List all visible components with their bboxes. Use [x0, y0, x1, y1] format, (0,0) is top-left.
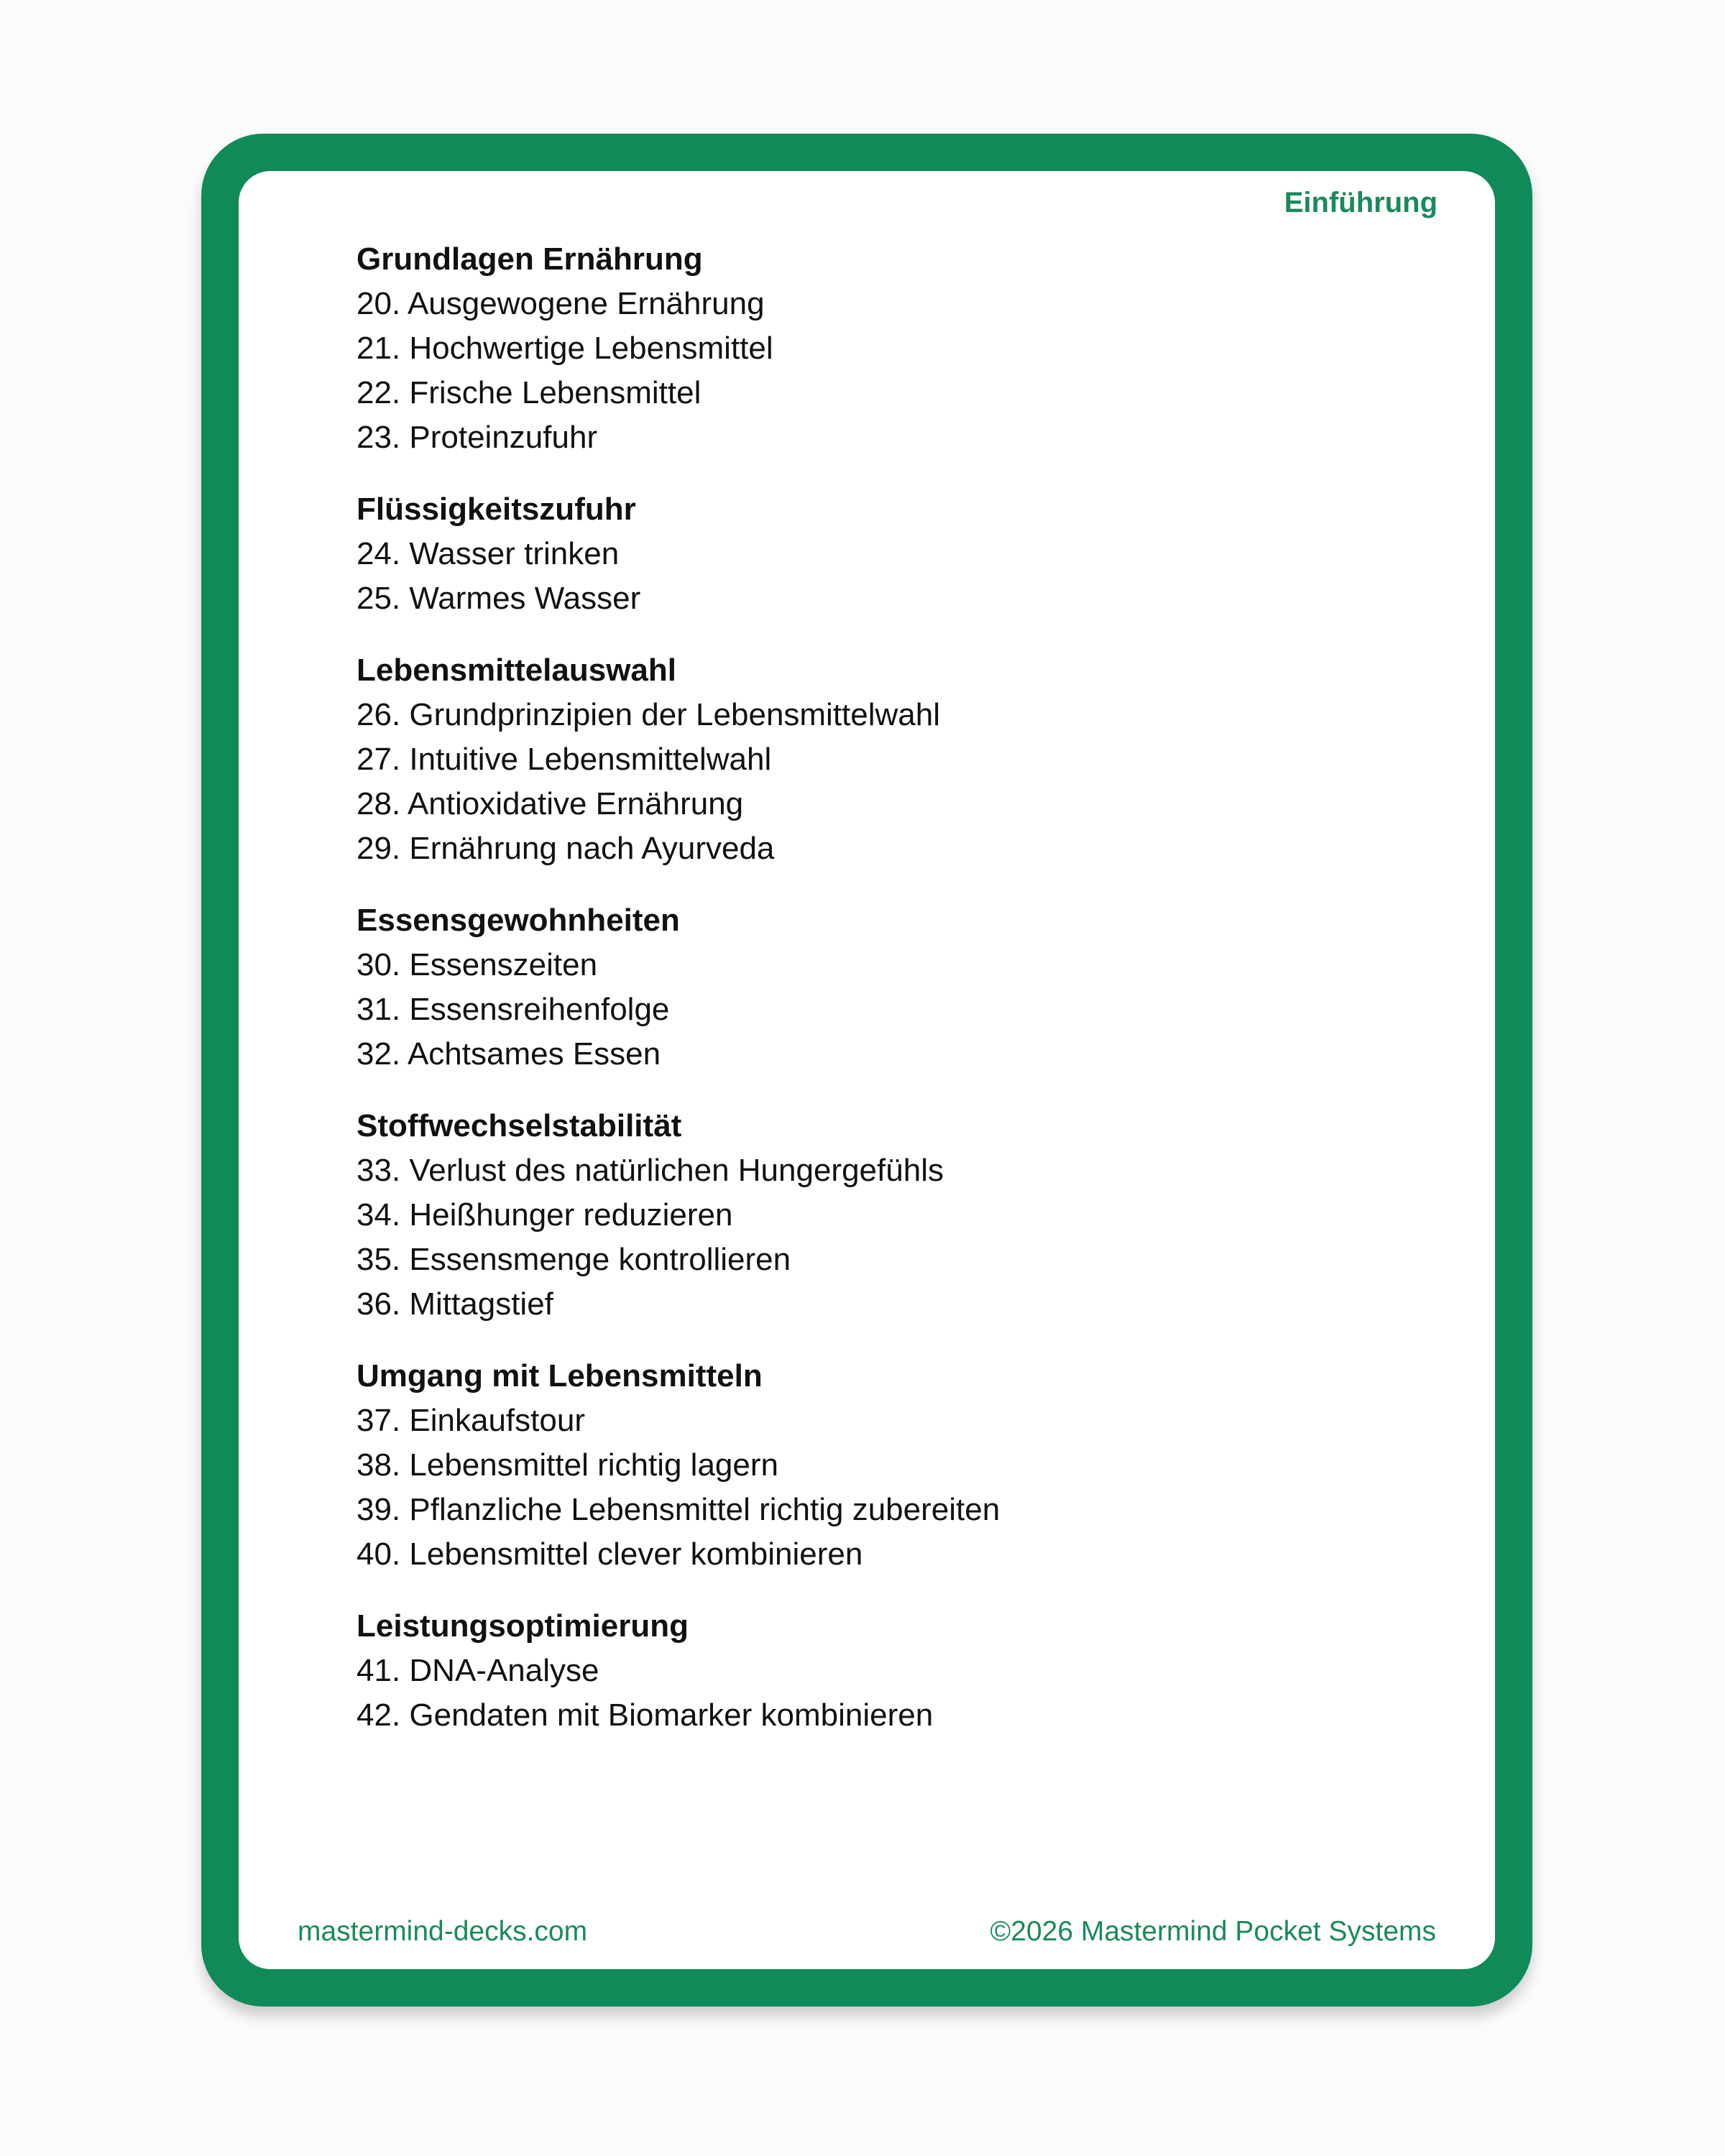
- section-title: Flüssigkeitszufuhr: [356, 492, 636, 527]
- section-items: [356, 1399, 1435, 1577]
- section-title: Umgang mit Lebensmitteln: [356, 1358, 763, 1393]
- toc-section: [356, 898, 1435, 1077]
- table-of-contents: [356, 237, 1435, 1765]
- toc-section: [356, 487, 1435, 621]
- toc-section: [356, 1604, 1435, 1738]
- toc-entry: 24. Wasser trinken: [356, 536, 620, 571]
- website-link[interactable]: mastermind-decks.com: [298, 1916, 588, 1947]
- section-title: Leistungsoptimierung: [356, 1608, 689, 1644]
- toc-entry: 31. Essensreihenfolge: [356, 992, 670, 1027]
- card-panel: [239, 171, 1495, 1969]
- section-items: [356, 1148, 1435, 1327]
- toc-entry: 27. Intuitive Lebensmittelwahl: [356, 742, 772, 777]
- toc-entry: 29. Ernährung nach Ayurveda: [356, 831, 775, 866]
- toc-entry: 32. Achtsames Essen: [356, 1036, 661, 1072]
- toc-entry: 34. Heißhunger reduzieren: [356, 1197, 733, 1233]
- toc-section: [356, 1354, 1435, 1577]
- toc-entry: 22. Frische Lebensmittel: [356, 375, 702, 410]
- toc-entry: 40. Lebensmittel clever kombinieren: [356, 1537, 863, 1572]
- toc-section: [356, 237, 1435, 460]
- toc-section: [356, 1104, 1435, 1327]
- toc-entry: 35. Essensmenge kontrollieren: [356, 1242, 791, 1277]
- toc-entry: 20. Ausgewogene Ernährung: [356, 286, 765, 321]
- chapter-label: Einführung: [1284, 187, 1438, 218]
- copyright-notice: ©2026 Mastermind Pocket Systems: [990, 1916, 1436, 1947]
- toc-section: [356, 648, 1435, 871]
- toc-entry: 42. Gendaten mit Biomarker kombinieren: [356, 1697, 934, 1733]
- toc-entry: 33. Verlust des natürlichen Hungergefühls: [356, 1153, 944, 1188]
- toc-entry: 26. Grundprinzipien der Lebensmittelwahl: [356, 697, 941, 732]
- toc-entry: 41. DNA-Analyse: [356, 1653, 599, 1688]
- toc-entry: 25. Warmes Wasser: [356, 581, 641, 616]
- card-frame: [201, 134, 1532, 2007]
- toc-entry: 21. Hochwertige Lebensmittel: [356, 331, 773, 366]
- toc-entry: 38. Lebensmittel richtig lagern: [356, 1447, 778, 1483]
- section-title: Grundlagen Ernährung: [356, 241, 703, 277]
- section-items: [356, 1649, 1435, 1738]
- section-items: [356, 943, 1435, 1077]
- section-title: Lebensmittelauswahl: [356, 653, 677, 688]
- section-items: [356, 282, 1435, 460]
- toc-entry: 28. Antioxidative Ernährung: [356, 786, 744, 821]
- toc-entry: 36. Mittagstief: [356, 1286, 553, 1322]
- toc-entry: 30. Essenszeiten: [356, 947, 598, 982]
- section-items: [356, 532, 1435, 621]
- toc-entry: 39. Pflanzliche Lebensmittel richtig zubereiten: [356, 1492, 1000, 1527]
- section-title: Essensgewohnheiten: [356, 903, 680, 938]
- toc-entry: 23. Proteinzufuhr: [356, 420, 598, 455]
- section-title: Stoffwechselstabilität: [356, 1108, 682, 1143]
- toc-entry: 37. Einkaufstour: [356, 1403, 585, 1438]
- section-items: [356, 693, 1435, 871]
